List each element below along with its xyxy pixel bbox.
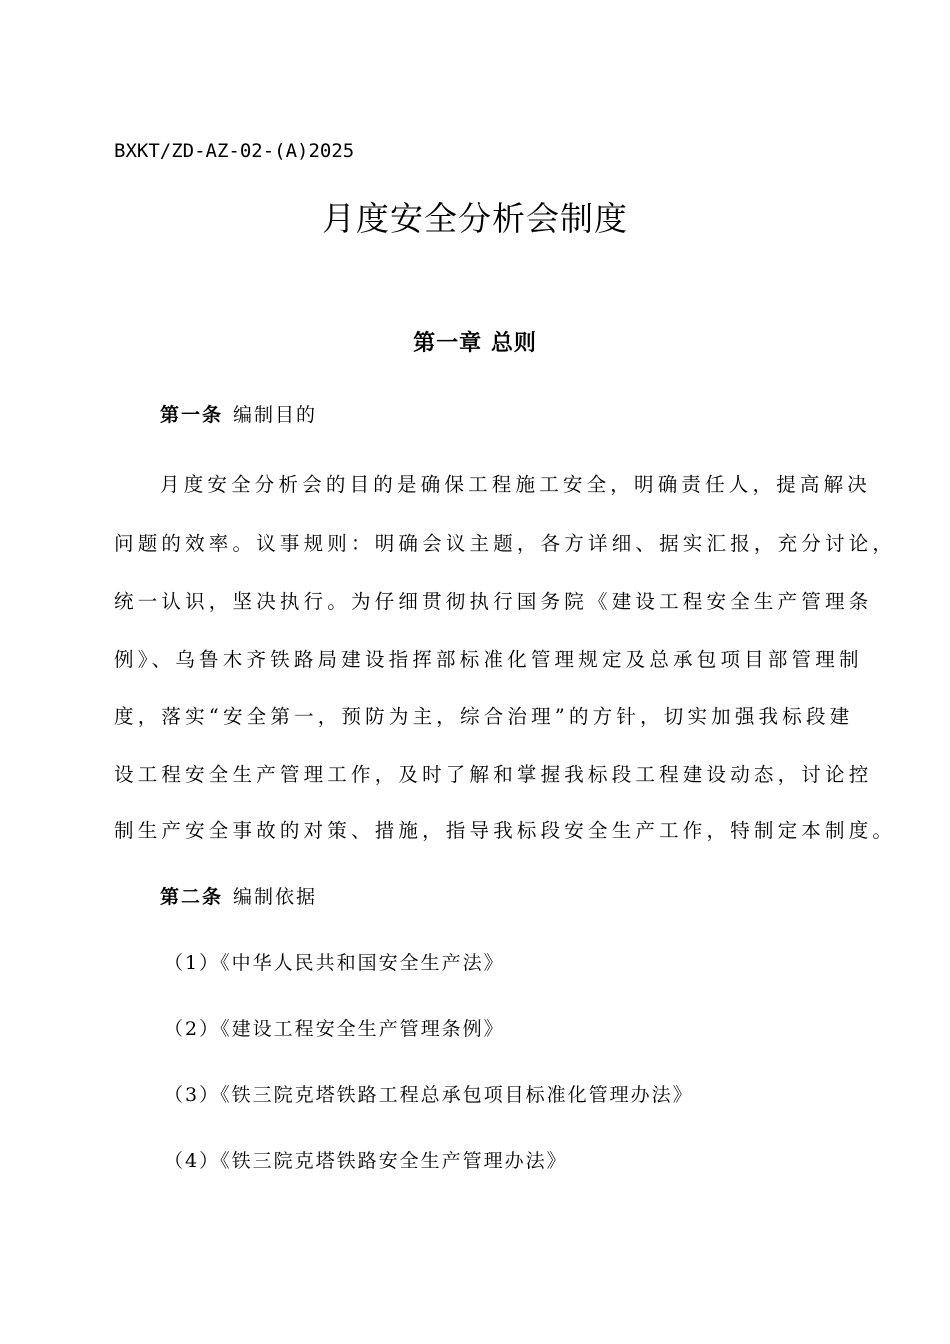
paragraph-line: 制生产安全事故的对策、措施，指导我标段安全生产工作，特制定本制度。 [114,819,897,842]
paragraph-line: 问题的效率。议事规则：明确会议主题，各方详细、据实汇报，充分讨论， [114,532,897,555]
article-number: 第二条 [160,886,224,908]
article-1-heading [160,400,317,427]
chapter-title: 第一章 总则 [413,331,537,356]
article-heading-text: 编制目的 [233,404,318,426]
document-title: 月度安全分析会制度 [322,199,628,238]
list-item: （4）《铁三院克塔铁路安全生产管理办法》 [164,1150,568,1172]
paragraph-line: 统一认识，坚决执行。为仔细贯彻执行国务院《建设工程安全生产管理条 [114,590,873,613]
document-code: BXKT/ZD-AZ-02-(A)2025 [114,140,355,162]
list-item: （1）《中华人民共和国安全生产法》 [164,952,505,974]
paragraph-line: 设工程安全生产管理工作，及时了解和掌握我标段工程建设动态，讨论控 [114,763,873,786]
list-item: （3）《铁三院克塔铁路工程总承包项目标准化管理办法》 [164,1084,694,1106]
paragraph-line: 月度安全分析会的目的是确保工程施工安全，明确责任人，提高解决 [160,473,872,496]
article-number: 第一条 [160,404,224,426]
paragraph-line: 例》、乌鲁木齐铁路局建设指挥部标准化管理规定及总承包项目部管理制 [114,648,863,671]
article-heading-text: 编制依据 [233,886,318,908]
article-2-heading [160,882,317,909]
paragraph-line: 度，落实“安全第一，预防为主，综合治理”的方针，切实加强我标段建 [114,705,854,728]
list-item: （2）《建设工程安全生产管理条例》 [164,1018,505,1040]
